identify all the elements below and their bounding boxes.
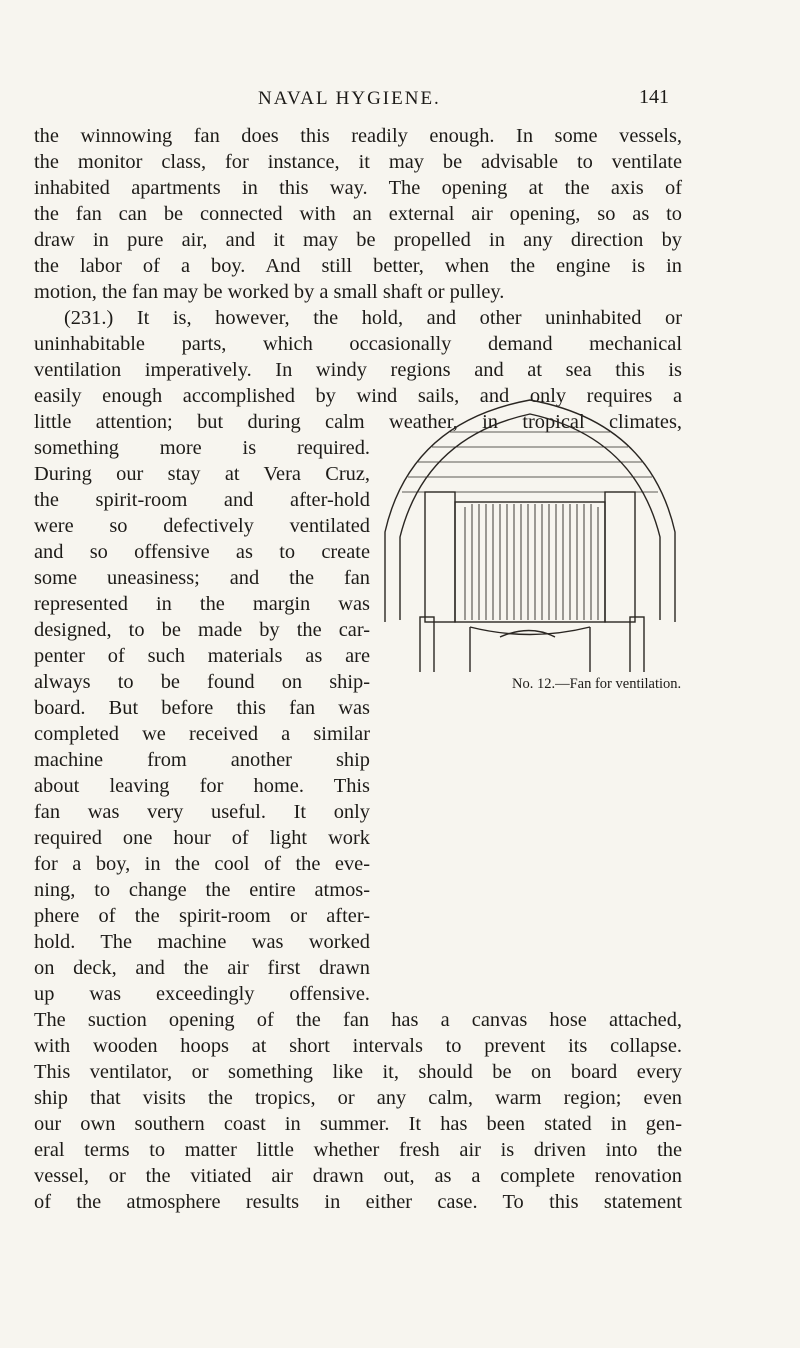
text-line: ventilation imperatively. In windy regions and at sea this is — [34, 359, 682, 381]
text-line: uninhabitable parts, which occasionally demand mechanical — [34, 333, 682, 355]
text-line: The suction opening of the fan has a canvas hose attached, — [34, 1009, 682, 1031]
text-line: the monitor class, for instance, it may be advisable to ventilate — [34, 151, 682, 173]
text-line: the labor of a boy. And still better, when the engine is in — [34, 255, 682, 277]
text-line: of the atmosphere results in either case. To this statement — [34, 1191, 682, 1213]
text-line: completed we received a similar — [34, 723, 370, 745]
text-line: the fan can be connected with an external air opening, so as to — [34, 203, 682, 225]
text-line: penter of such materials as are — [34, 645, 370, 667]
text-line: up was exceedingly offensive. — [34, 983, 370, 1005]
text-line: always to be found on ship- — [34, 671, 370, 693]
figure-caption: No. 12.—Fan for ventilation. — [512, 676, 682, 692]
paragraph-231-start: (231.) It is, however, the hold, and other uninhabited or — [64, 307, 682, 329]
text-line: eral terms to matter little whether fresh air is driven into the — [34, 1139, 682, 1161]
text-line: our own southern coast in summer. It has been stated in gen- — [34, 1113, 682, 1135]
text-line: for a boy, in the cool of the eve- — [34, 853, 370, 875]
text-line: designed, to be made by the car- — [34, 619, 370, 641]
text-line: phere of the spirit-room or after- — [34, 905, 370, 927]
text-line: ship that visits the tropics, or any calm, warm region; even — [34, 1087, 682, 1109]
text-line: easily enough accomplished by wind sails, and only requires a — [34, 385, 682, 407]
running-title: NAVAL HYGIENE. — [258, 88, 441, 109]
text-line: This ventilator, or something like it, should be on board every — [34, 1061, 682, 1083]
text-line: some uneasiness; and the fan — [34, 567, 370, 589]
text-line: required one hour of light work — [34, 827, 370, 849]
text-line: fan was very useful. It only — [34, 801, 370, 823]
page-number: 141 — [639, 86, 669, 108]
text-line: the winnowing fan does this readily enough. In some vessels, — [34, 125, 682, 147]
text-line: represented in the margin was — [34, 593, 370, 615]
text-line: something more is required. — [34, 437, 370, 459]
text-line: the spirit-room and after-hold — [34, 489, 370, 511]
text-line: During our stay at Vera Cruz, — [34, 463, 370, 485]
text-line: motion, the fan may be worked by a small shaft or pulley. — [34, 281, 505, 303]
text-line: inhabited apartments in this way. The opening at the axis of — [34, 177, 682, 199]
text-line: hold. The machine was worked — [34, 931, 370, 953]
text-line: machine from another ship — [34, 749, 370, 771]
text-line: and so offensive as to create — [34, 541, 370, 563]
text-line: ning, to change the entire atmos- — [34, 879, 370, 901]
text-line: were so defectively ventilated — [34, 515, 370, 537]
text-line: vessel, or the vitiated air drawn out, as a complete renovation — [34, 1165, 682, 1187]
text-line: draw in pure air, and it may be propelled in any direction by — [34, 229, 682, 251]
text-line: board. But before this fan was — [34, 697, 370, 719]
text-line: about leaving for home. This — [34, 775, 370, 797]
fan-ventilator-illustration — [370, 352, 690, 672]
page-header — [0, 88, 800, 118]
text-line: on deck, and the air first drawn — [34, 957, 370, 979]
text-line: with wooden hoops at short intervals to prevent its collapse. — [34, 1035, 682, 1057]
text-line: little attention; but during calm weather, in tropical climates, — [34, 411, 682, 433]
